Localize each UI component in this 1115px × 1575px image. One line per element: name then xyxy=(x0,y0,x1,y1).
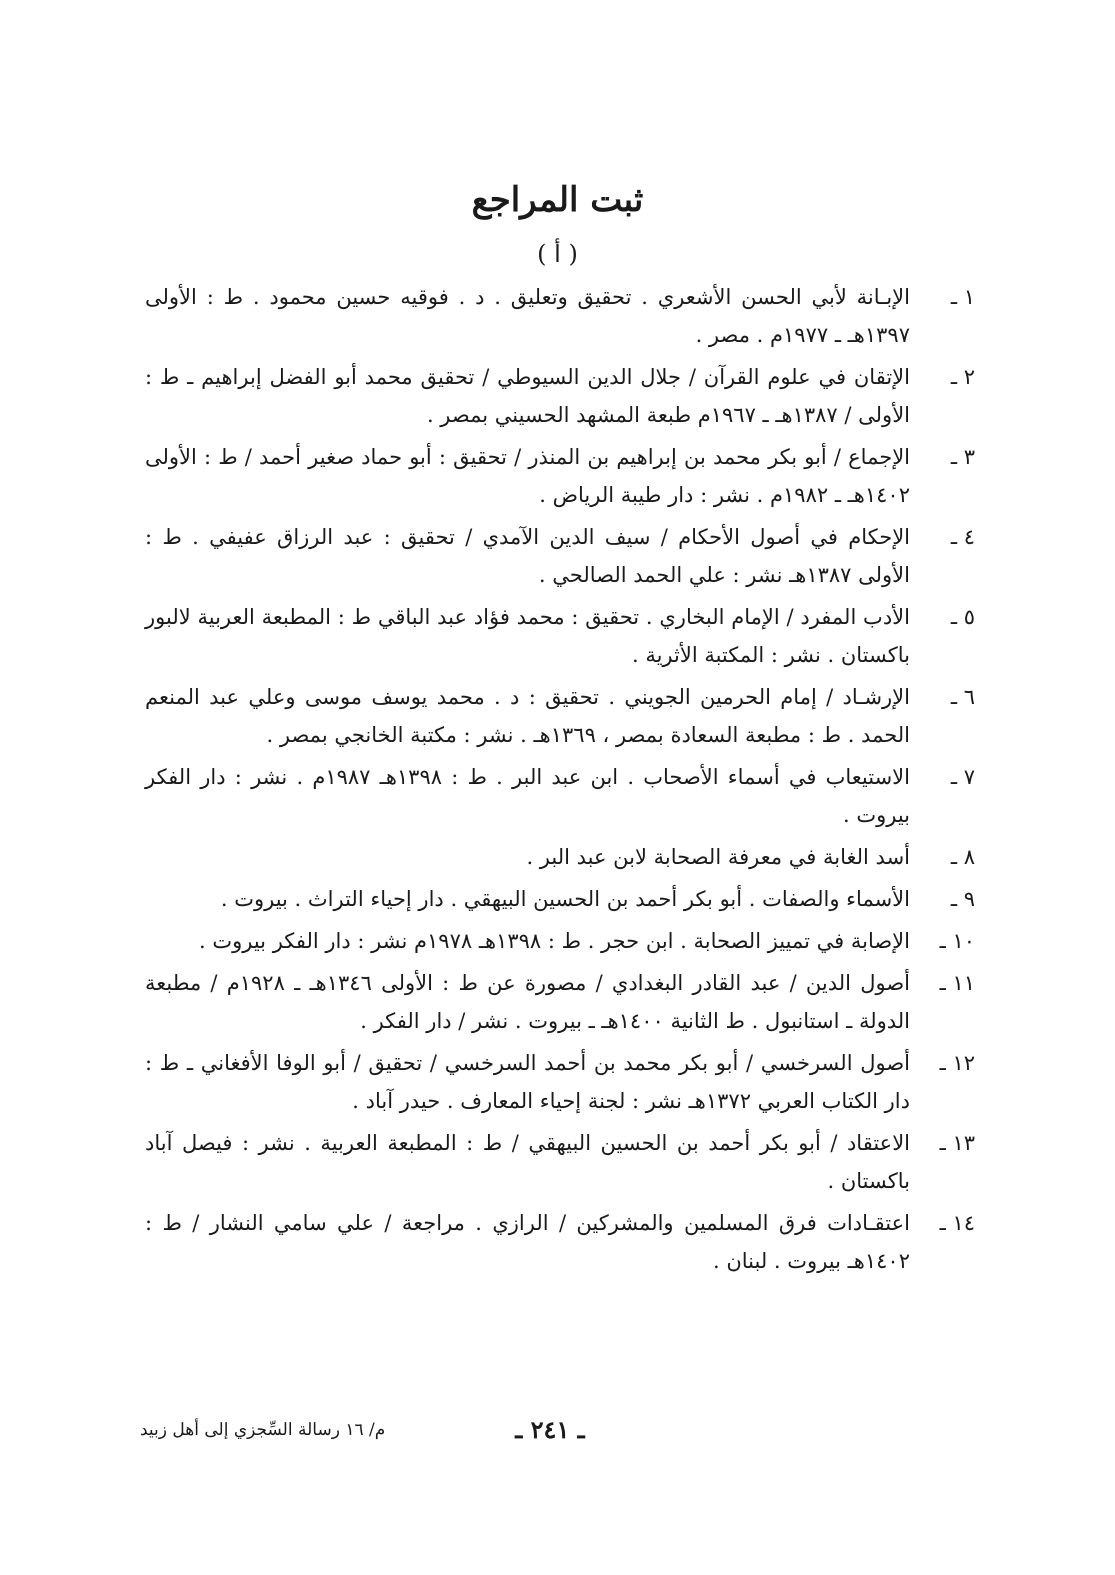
entry-number: ٥ ـ xyxy=(950,605,975,629)
entry-text: الإبـانة لأبي الحسن الأشعري . تحقيق وتعليق . د . فوقيه حسين محمود . ط : الأولى ١٣٩٧هـ ـ ١٩٧٧م . مصر . xyxy=(145,285,910,347)
reference-entry xyxy=(145,838,975,876)
entry-text: الإجماع / أبو بكر محمد بن إبراهيم بن المنذر / تحقيق : أبو حماد صغير أحمد / ط : الأولى ١٤٠٢هـ ـ ١٩٨٢م . نشر : دار طيبة الرياض . xyxy=(145,445,910,507)
reference-entry xyxy=(145,518,975,594)
entry-text: أسد الغابة في معرفة الصحابة لابن عبد البر . xyxy=(526,845,910,869)
entry-text: الأدب المفرد / الإمام البخاري . تحقيق : محمد فؤاد عبد الباقي ط : المطبعة العربية لالبور باكستان . نشر : المكتبة الأثرية . xyxy=(145,605,910,667)
entry-text: الأسماء والصفات . أبو بكر أحمد بن الحسين البيهقي . دار إحياء التراث . بيروت . xyxy=(220,887,910,911)
reference-entry xyxy=(145,922,975,960)
entry-number: ١٠ ـ xyxy=(939,929,975,953)
entry-text: أصول السرخسي / أبو بكر محمد بن أحمد السرخسي / تحقيق / أبو الوفا الأفغاني ـ ط : دار الكتاب العربي ١٣٧٢هـ نشر : لجنة إحياء المعارف . حيدر آباد . xyxy=(145,1051,910,1113)
entry-number: ١١ ـ xyxy=(939,971,975,995)
entry-text: الإحكام في أصول الأحكام / سيف الدين الآمدي / تحقيق : عبد الرزاق عفيفي . ط : الأولى ١٣٨٧هـ نشر : علي الحمد الصالحي . xyxy=(145,525,910,587)
entry-number: ١٢ ـ xyxy=(939,1051,975,1075)
entry-number: ٨ ـ xyxy=(950,845,975,869)
entry-text: الاستيعاب في أسماء الأصحاب . ابن عبد البر . ط : ١٣٩٨هـ ١٩٨٧م . نشر : دار الفكر بيروت . xyxy=(145,765,910,827)
reference-entry xyxy=(145,880,975,918)
reference-entry xyxy=(145,278,975,354)
reference-entry xyxy=(145,438,975,514)
reference-entry xyxy=(145,1044,975,1120)
reference-entry xyxy=(145,358,975,434)
references-list xyxy=(145,278,975,1284)
page-number: ـ ٢٤١ ـ xyxy=(515,1415,585,1444)
entry-number: ١٣ ـ xyxy=(939,1131,975,1155)
entry-number: ٤ ـ xyxy=(950,525,975,549)
entry-number: ٧ ـ xyxy=(950,765,975,789)
entry-number: ٢ ـ xyxy=(950,365,975,389)
entry-text: الإصابة في تمييز الصحابة . ابن حجر . ط : ١٣٩٨هـ ١٩٧٨م نشر : دار الفكر بيروت . xyxy=(198,929,910,953)
entry-number: ١ ـ xyxy=(950,285,975,309)
entry-number: ١٤ ـ xyxy=(939,1211,975,1235)
entry-text: الاعتقاد / أبو بكر أحمد بن الحسين البيهقي / ط : المطبعة العربية . نشر : فيصل آباد باكستان . xyxy=(145,1131,910,1193)
entry-text: الإتقان في علوم القرآن / جلال الدين السيوطي / تحقيق محمد أبو الفضل إبراهيم ـ ط : الأولى / ١٣٨٧هـ ـ ١٩٦٧م طبعة المشهد الحسيني بمصر . xyxy=(145,365,910,427)
reference-entry xyxy=(145,1204,975,1280)
footer-note: م/ ١٦ رسالة السِّجزي إلى أهل زبيد xyxy=(140,1420,386,1440)
reference-entry xyxy=(145,1124,975,1200)
reference-entry xyxy=(145,758,975,834)
entry-number: ٣ ـ xyxy=(950,445,975,469)
reference-entry xyxy=(145,598,975,674)
entry-number: ٦ ـ xyxy=(950,685,975,709)
entry-text: اعتقـادات فرق المسلمين والمشركين / الرازي . مراجعة / علي سامي النشار / ط : ١٤٠٢هـ بيروت . لبنان . xyxy=(145,1211,910,1273)
entry-text: أصول الدين / عبد القادر البغدادي / مصورة عن ط : الأولى ١٣٤٦هـ ـ ١٩٢٨م / مطبعة الدولة ـ استانبول . ط الثانية ١٤٠٠هـ ـ بيروت . نشر / دار الفكر . xyxy=(145,971,910,1033)
section-letter: ( أ ) xyxy=(537,240,578,268)
page-title: ثبت المراجع xyxy=(471,180,644,220)
reference-entry xyxy=(145,964,975,1040)
page-footer xyxy=(140,1410,975,1450)
entry-text: الإرشـاد / إمام الحرمين الجويني . تحقيق : د . محمد يوسف موسى وعلي عبد المنعم الحمد . ط : مطبعة السعادة بمصر ، ١٣٦٩هـ . نشر : مكتبة الخانجي بمصر . xyxy=(145,685,910,747)
reference-entry xyxy=(145,678,975,754)
entry-number: ٩ ـ xyxy=(950,887,975,911)
